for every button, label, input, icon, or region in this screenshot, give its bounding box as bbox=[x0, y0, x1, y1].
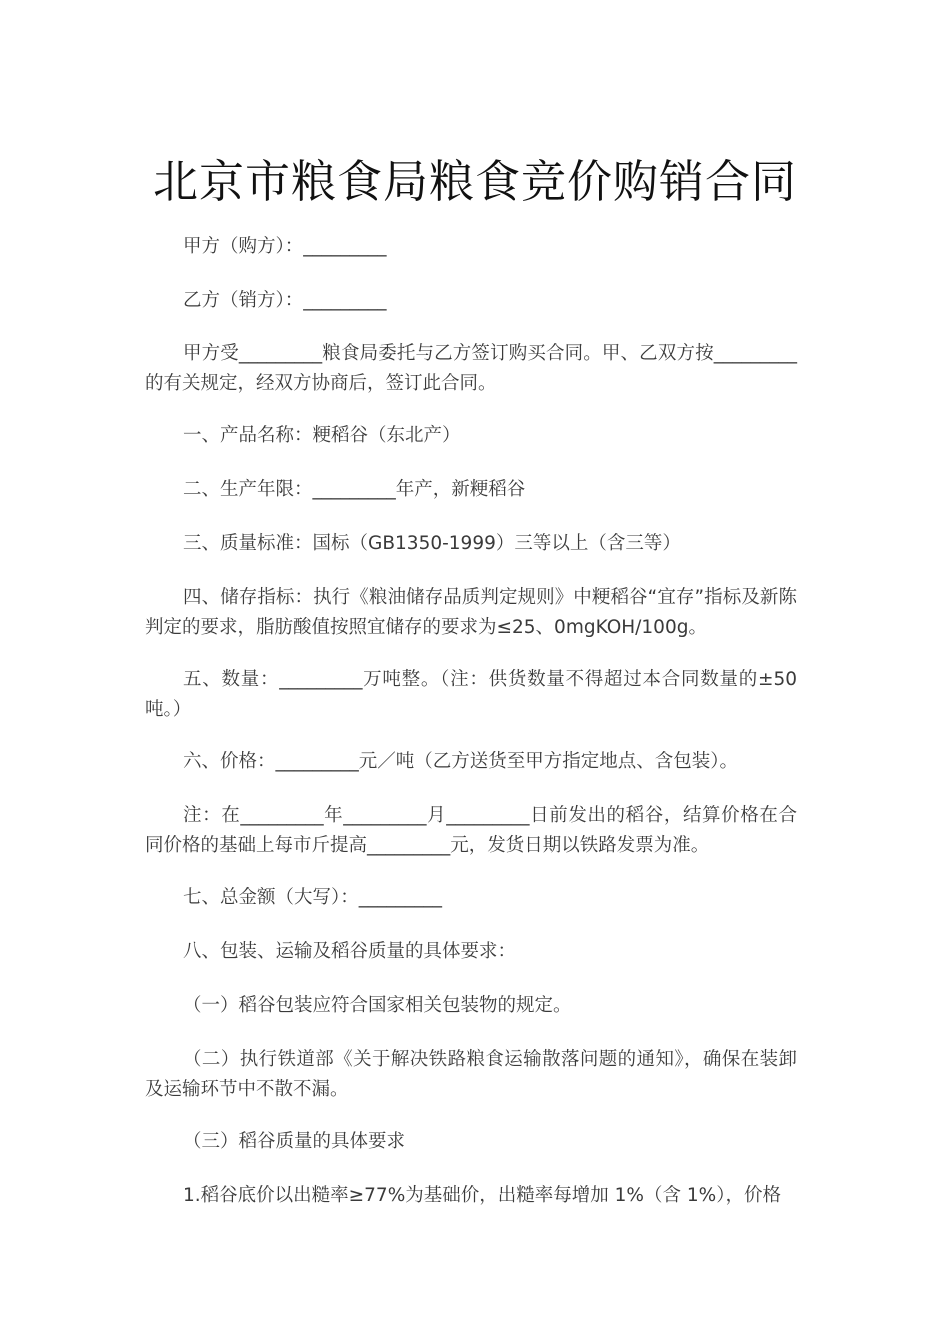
clause-packaging-heading: 八、包装、运输及稻谷质量的具体要求： bbox=[183, 941, 517, 962]
preamble-paragraph: 甲方受_________粮食局委托与乙方签订购买合同。甲、乙双方按_________的有关规定，经双方协商后，签订此合同。 bbox=[145, 343, 797, 394]
clause-production-year: 二、生产年限：_________年产，新粳稻谷 bbox=[183, 479, 526, 500]
party-b-line: 乙方（销方）：_________ bbox=[183, 290, 387, 311]
document-title: 北京市粮食局粮食竞价购销合同 bbox=[152, 155, 797, 208]
clause-total-amount: 七、总金额（大写）：_________ bbox=[183, 887, 443, 908]
party-a-line: 甲方（购方）：_________ bbox=[183, 236, 387, 257]
clause-quantity: 五、数量：_________万吨整。（注：供货数量不得超过本合同数量的±50 吨。） bbox=[145, 669, 797, 720]
clause-storage-index: 四、储存指标：执行《粮油储存品质判定规则》中粳稻谷“宜存”指标及新陈判定的要求，脂肪酸值按照宜储存的要求为≤25、0mgKOH/100g。 bbox=[145, 587, 797, 638]
clause-quality-requirement-1: 1.稻谷底价以出糙率≥77%为基础价，出糙率每增加 1%（含 1%），价格 bbox=[183, 1185, 781, 1206]
clause-packaging-item-1: （一）稻谷包装应符合国家相关包装物的规定。 bbox=[183, 995, 572, 1016]
clause-price-note: 注：在_________年_________月_________日前发出的稻谷，结算价格在合同价格的基础上每市斤提高_________元，发货日期以铁路发票为准。 bbox=[145, 805, 797, 856]
clause-price: 六、价格：_________元／吨（乙方送货至甲方指定地点、含包装）。 bbox=[183, 751, 739, 772]
clause-quality-standard: 三、质量标准：国标（GB1350-1999）三等以上（含三等） bbox=[183, 533, 681, 554]
clause-packaging-item-3: （三）稻谷质量的具体要求 bbox=[183, 1131, 406, 1152]
clause-packaging-item-2: （二）执行铁道部《关于解决铁路粮食运输散落问题的通知》，确保在装卸及运输环节中不散不漏。 bbox=[145, 1049, 797, 1100]
clause-product-name: 一、产品名称：粳稻谷（东北产） bbox=[183, 425, 461, 446]
